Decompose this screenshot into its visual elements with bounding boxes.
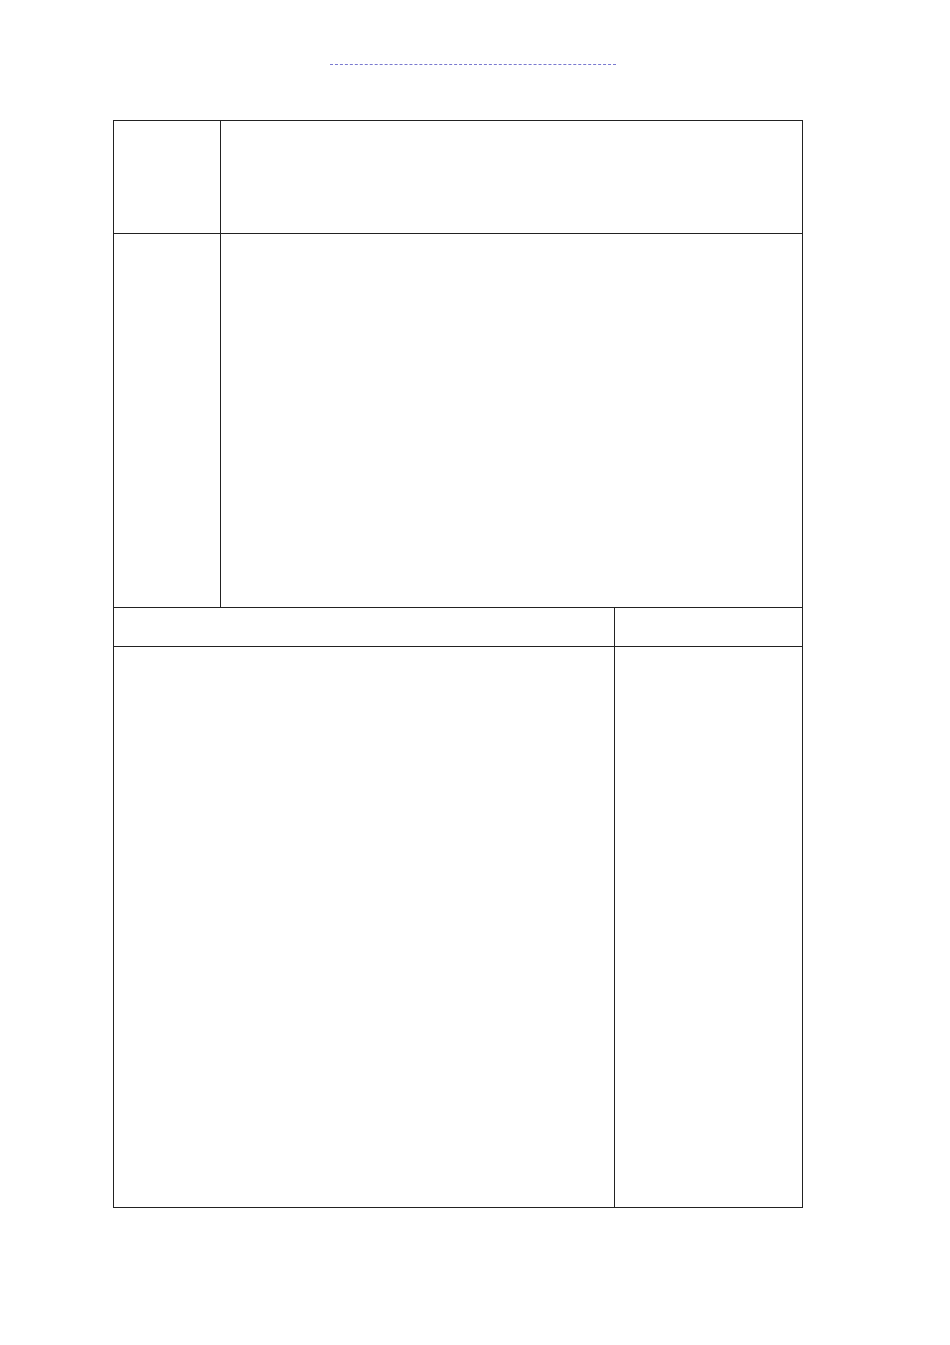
revision-column bbox=[615, 647, 802, 1207]
table-row-exam-focus bbox=[114, 121, 802, 234]
process-content bbox=[114, 647, 615, 1207]
table-row-process-content bbox=[114, 647, 802, 1207]
page-header bbox=[330, 40, 616, 65]
process-header-side bbox=[615, 608, 802, 646]
methods-text bbox=[221, 234, 802, 607]
table-row-process-header bbox=[114, 608, 802, 647]
row-label-empty bbox=[114, 121, 221, 233]
lesson-plan-table bbox=[113, 120, 803, 1208]
methods-label bbox=[114, 234, 221, 607]
process-header-main bbox=[114, 608, 615, 646]
table-row-methods bbox=[114, 234, 802, 608]
exam-focus-text bbox=[221, 121, 802, 233]
